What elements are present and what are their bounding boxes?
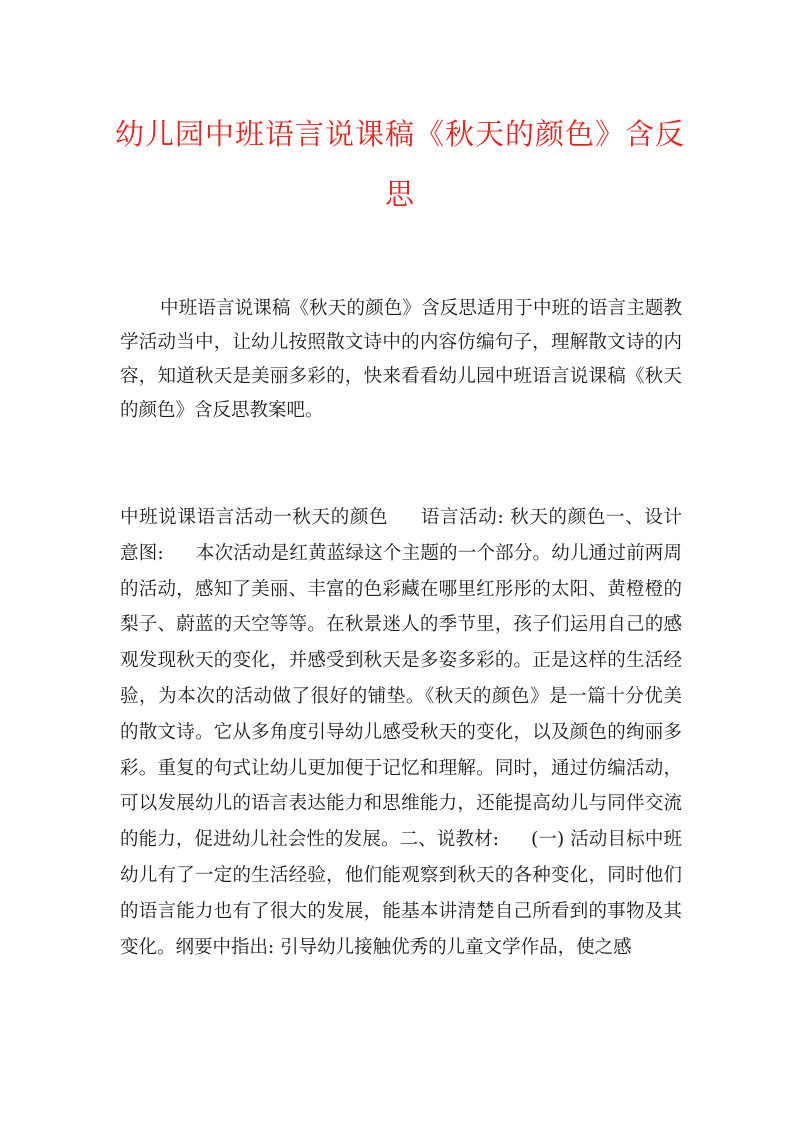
design-intent-text: 本次活动是红黄蓝绿这个主题的一个部分。幼儿通过前两周的活动，感知了美丽、丰富的色彩藏在哪里红彤彤的太阳、黄橙橙的梨子、蔚蓝的天空等等。在秋景迷人的季节里，孩子们运用自己的感观发现秋天的变化，并感受到秋天是多姿多彩的。正是这样的生活经验，为本次的活动做了很好的铺垫。《秋天的颜色》是一篇十分优美的散文诗。它从多角度引导幼儿感受秋天的变化，以及颜色的绚丽多彩。重复的句式让幼儿更加便于记忆和理解。同时，通过仿编活动，可以发展幼儿的语言表达能力和思维能力，还能提高幼儿与同伴交流的能力，促进幼儿社会性的发展。二、说教材: xyxy=(120,542,682,851)
body-heading: 中班说课语言活动一秋天的颜色 xyxy=(120,507,389,528)
body-paragraph xyxy=(120,500,682,965)
activity-goal-heading: (一) 活动目标 xyxy=(531,829,645,851)
design-intent-heading: 语言活动: 秋天的颜色一、设计意图: xyxy=(120,507,682,564)
document-title: 幼儿园中班语言说课稿《秋天的颜色》含反思 xyxy=(114,117,685,211)
intro-paragraph: 中班语言说课稿《秋天的颜色》含反思适用于中班的语言主题教学活动当中，让幼儿按照散文诗中的内容仿编句子，理解散文诗的内容，知道秋天是美丽多彩的，快来看看幼儿园中班语言说课稿《秋天的颜色》含反思教案吧。 xyxy=(120,298,682,421)
activity-goal-text: 中班幼儿有了一定的生活经验，他们能观察到秋天的各种变化，同时他们的语言能力也有了很大的发展，能基本讲清楚自己所看到的事物及其变化。纲要中指出: 引导幼儿接触优秀的儿童文学作品，使之感 xyxy=(120,829,682,958)
